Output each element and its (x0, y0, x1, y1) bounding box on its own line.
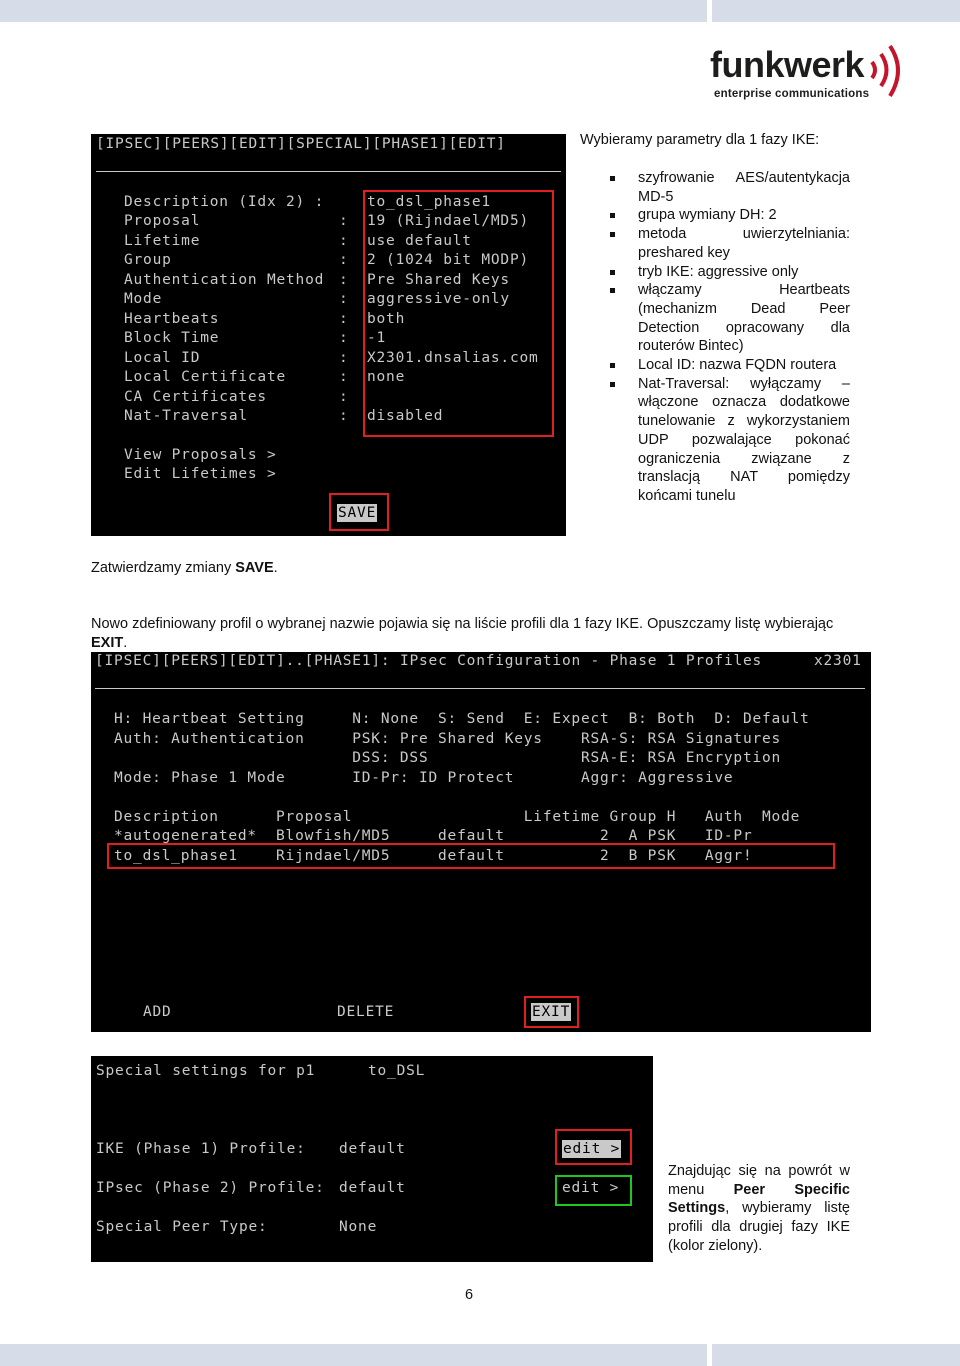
special-peer-type-label: Special Peer Type: (96, 1219, 268, 1235)
field-sep: : (339, 369, 349, 385)
field-label-group: Group (124, 252, 172, 268)
logo-word: funkwerk (710, 44, 865, 85)
phase1-edit-terminal (91, 134, 566, 536)
field-sep: : (339, 272, 349, 288)
field-label-auth-method: Authentication Method (124, 272, 325, 288)
field-value-group[interactable]: 2 (1024 bit MODP) (367, 252, 530, 268)
field-sep: : (339, 311, 349, 327)
edit-lifetimes-link[interactable]: Edit Lifetimes > (124, 466, 277, 482)
special-settings-terminal (91, 1056, 653, 1262)
field-label-block-time: Block Time (124, 330, 220, 346)
field-sep: : (339, 389, 349, 405)
peer-name: to_DSL (368, 1063, 426, 1079)
legend-line: Auth: Authentication PSK: Pre Shared Keys RSA-S: RSA Signatures (114, 731, 782, 747)
funkwerk-logo (710, 40, 910, 106)
field-sep: : (339, 252, 349, 268)
field-value-heartbeats[interactable]: both (367, 311, 406, 327)
field-label-description: Description (Idx 2) : (124, 194, 325, 210)
field-value-lifetime[interactable]: use default (367, 233, 472, 249)
list-item: metoda uwierzytelniania: preshared key (610, 225, 850, 262)
ipsec-profile-value: default (339, 1180, 406, 1196)
field-value-local-id[interactable]: X2301.dnsalias.com (367, 350, 539, 366)
exit-paragraph: Nowo zdefiniowany profil o wybranej nazwie pojawia się na liście profili dla 1 fazy IKE. Opuszczamy listę wybierając EXIT. (91, 616, 834, 651)
host-name: x2301 (814, 653, 862, 669)
signal-waves-icon (866, 42, 910, 102)
legend-line: H: Heartbeat Setting N: None S: Send E: Expect B: Both D: Default (114, 711, 810, 727)
field-sep: : (339, 350, 349, 366)
ike-edit-button[interactable]: edit > (563, 1141, 621, 1157)
terminal-title: [IPSEC][PEERS][EDIT][SPECIAL][PHASE1][EDIT] (96, 136, 506, 152)
field-sep: : (339, 291, 349, 307)
field-value-proposal[interactable]: 19 (Rijndael/MD5) (367, 213, 530, 229)
legend-line: DSS: DSS RSA-E: RSA Encryption (114, 750, 782, 766)
terminal-title: Special settings for p1 (96, 1063, 316, 1079)
field-value-description[interactable]: to_dsl_phase1 (367, 194, 491, 210)
table-header: Description Proposal Lifetime Group H Auth Mode (114, 809, 801, 825)
list-item: Local ID: nazwa FQDN routera (610, 356, 850, 375)
field-label-local-cert: Local Certificate (124, 369, 287, 385)
delete-button[interactable]: DELETE (337, 1004, 395, 1020)
row-highlight-box (107, 843, 835, 869)
field-value-auth-method[interactable]: Pre Shared Keys (367, 272, 510, 288)
field-sep: : (339, 233, 349, 249)
field-sep: : (339, 213, 349, 229)
peer-settings-note: Znajdując się na powrót w menu Peer Specific Settings, wybieramy listę profili dla drugiej fazy IKE (kolor zielony). (668, 1163, 850, 1254)
list-item: Nat-Traversal: wyłączamy – włączone oznacza dodatkowe tunelowanie z wykorzystaniem UDP pozwalające pokonać ograniczenia związane z translacją NAT pomiędzy końcami tunelu (610, 375, 850, 506)
legend-line: Mode: Phase 1 Mode ID-Pr: ID Protect Aggr: Aggressive (114, 770, 734, 786)
list-item: grupa wymiany DH: 2 (610, 206, 850, 225)
exit-button[interactable]: EXIT (532, 1004, 571, 1020)
phase1-intro: Wybieramy parametry dla 1 fazy IKE: (580, 132, 820, 148)
divider (95, 688, 865, 689)
top-band (0, 0, 960, 22)
field-label-proposal: Proposal (124, 213, 201, 229)
field-label-ca-certs: CA Certificates (124, 389, 267, 405)
ipsec-edit-button[interactable]: edit > (562, 1180, 620, 1196)
field-label-nat-traversal: Nat-Traversal (124, 408, 248, 424)
logo-tagline: enterprise communications (714, 88, 870, 100)
field-value-mode[interactable]: aggressive-only (367, 291, 510, 307)
phase1-profiles-terminal (91, 652, 871, 1032)
view-proposals-link[interactable]: View Proposals > (124, 447, 277, 463)
field-value-local-cert[interactable]: none (367, 369, 406, 385)
field-label-heartbeats: Heartbeats (124, 311, 220, 327)
ike-profile-value: default (339, 1141, 406, 1157)
field-sep: : (339, 330, 349, 346)
table-row-selected[interactable]: to_dsl_phase1 Rijndael/MD5 default 2 B PSK Aggr! (114, 848, 753, 864)
list-item: włączamy Heartbeats (mechanizm Dead Peer Detection opracowany dla routerów Bintec) (610, 281, 850, 356)
special-peer-type-value: None (339, 1219, 378, 1235)
page-number: 6 (465, 1287, 474, 1303)
phase1-parameter-list (610, 169, 850, 506)
ipsec-profile-label: IPsec (Phase 2) Profile: (96, 1180, 325, 1196)
field-label-lifetime: Lifetime (124, 233, 201, 249)
bottom-band (0, 1344, 960, 1366)
list-item: szyfrowanie AES/autentykacja MD-5 (610, 169, 850, 206)
terminal-title: [IPSEC][PEERS][EDIT]..[PHASE1]: IPsec Configuration - Phase 1 Profiles (95, 653, 763, 669)
field-value-block-time[interactable]: -1 (367, 330, 387, 346)
field-value-nat-traversal[interactable]: disabled (367, 408, 444, 424)
add-button[interactable]: ADD (143, 1004, 172, 1020)
field-label-mode: Mode (124, 291, 163, 307)
table-row[interactable]: *autogenerated* Blowfish/MD5 default 2 A PSK ID-Pr (114, 828, 753, 844)
values-highlight-box (363, 190, 554, 437)
field-sep: : (339, 408, 349, 424)
save-paragraph: Zatwierdzamy zmiany SAVE. (91, 560, 278, 576)
save-button[interactable]: SAVE (338, 505, 377, 521)
divider (96, 171, 561, 172)
ike-profile-label: IKE (Phase 1) Profile: (96, 1141, 306, 1157)
field-label-local-id: Local ID (124, 350, 201, 366)
list-item: tryb IKE: aggressive only (610, 263, 850, 282)
